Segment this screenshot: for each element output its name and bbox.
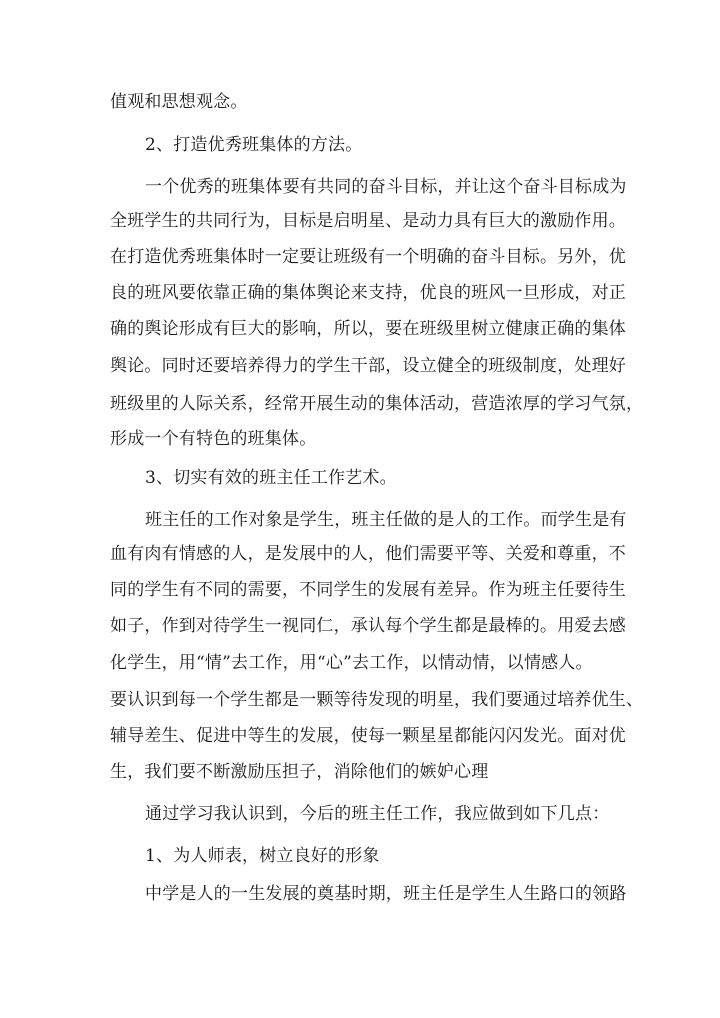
text-line: 如子，作到对待学生一视同仁，承认每个学生都是最棒的。用爱去感 <box>110 616 626 636</box>
text-line: 要认识到每一个学生都是一颗等待发现的明星，我们要通过培养优生、 <box>110 690 644 710</box>
text-line: 辅导差生、促进中等生的发展，使每一颗星星都能闪闪发光。面对优 <box>110 726 626 746</box>
text-line: 在打造优秀班集体时一定要让班级有一个明确的奋斗目标。另外，优 <box>110 247 626 267</box>
text-line: 化学生，用“情”去工作，用“心”去工作，以情动情，以情感人。 <box>110 653 593 673</box>
text-line: 形成一个有特色的班集体。 <box>110 429 317 449</box>
text-line: 一个优秀的班集体要有共同的奋斗目标，并让这个奋斗目标成为 <box>145 177 627 197</box>
section-heading: 3、切实有效的班主任工作艺术。 <box>145 468 397 488</box>
text-line: 同的学生有不同的需要，不同学生的发展有差异。作为班主任要待生 <box>110 580 626 600</box>
text-line: 血有肉有情感的人，是发展中的人，他们需要平等、关爱和尊重，不 <box>110 544 626 564</box>
section-heading: 2、打造优秀班集体的方法。 <box>145 135 363 155</box>
text-line: 班主任的工作对象是学生，班主任做的是人的工作。而学生是有 <box>145 510 627 530</box>
section-heading: 1、为人师表，树立良好的形象 <box>145 846 380 866</box>
text-line: 良的班风要依靠正确的集体舆论来支持，优良的班风一旦形成，对正 <box>110 283 626 303</box>
text-line: 舆论。同时还要培养得力的学生干部，设立健全的班级制度，处理好 <box>110 356 626 376</box>
text-line: 中学是人的一生发展的奠基时期，班主任是学生人生路口的领路 <box>145 884 627 904</box>
text-line: 通过学习我认识到，今后的班主任工作，我应做到如下几点： <box>145 804 610 824</box>
text-line: 值观和思想观念。 <box>110 92 248 112</box>
text-line: 确的舆论形成有巨大的影响，所以，要在班级里树立健康正确的集体 <box>110 319 626 339</box>
text-line: 全班学生的共同行为，目标是启明星、是动力具有巨大的激励作用。 <box>110 211 626 231</box>
text-line: 班级里的人际关系，经常开展生动的集体活动，营造浓厚的学习气氛， <box>110 394 644 414</box>
text-line: 生，我们要不断激励压担子，消除他们的嫉妒心理 <box>110 762 489 782</box>
